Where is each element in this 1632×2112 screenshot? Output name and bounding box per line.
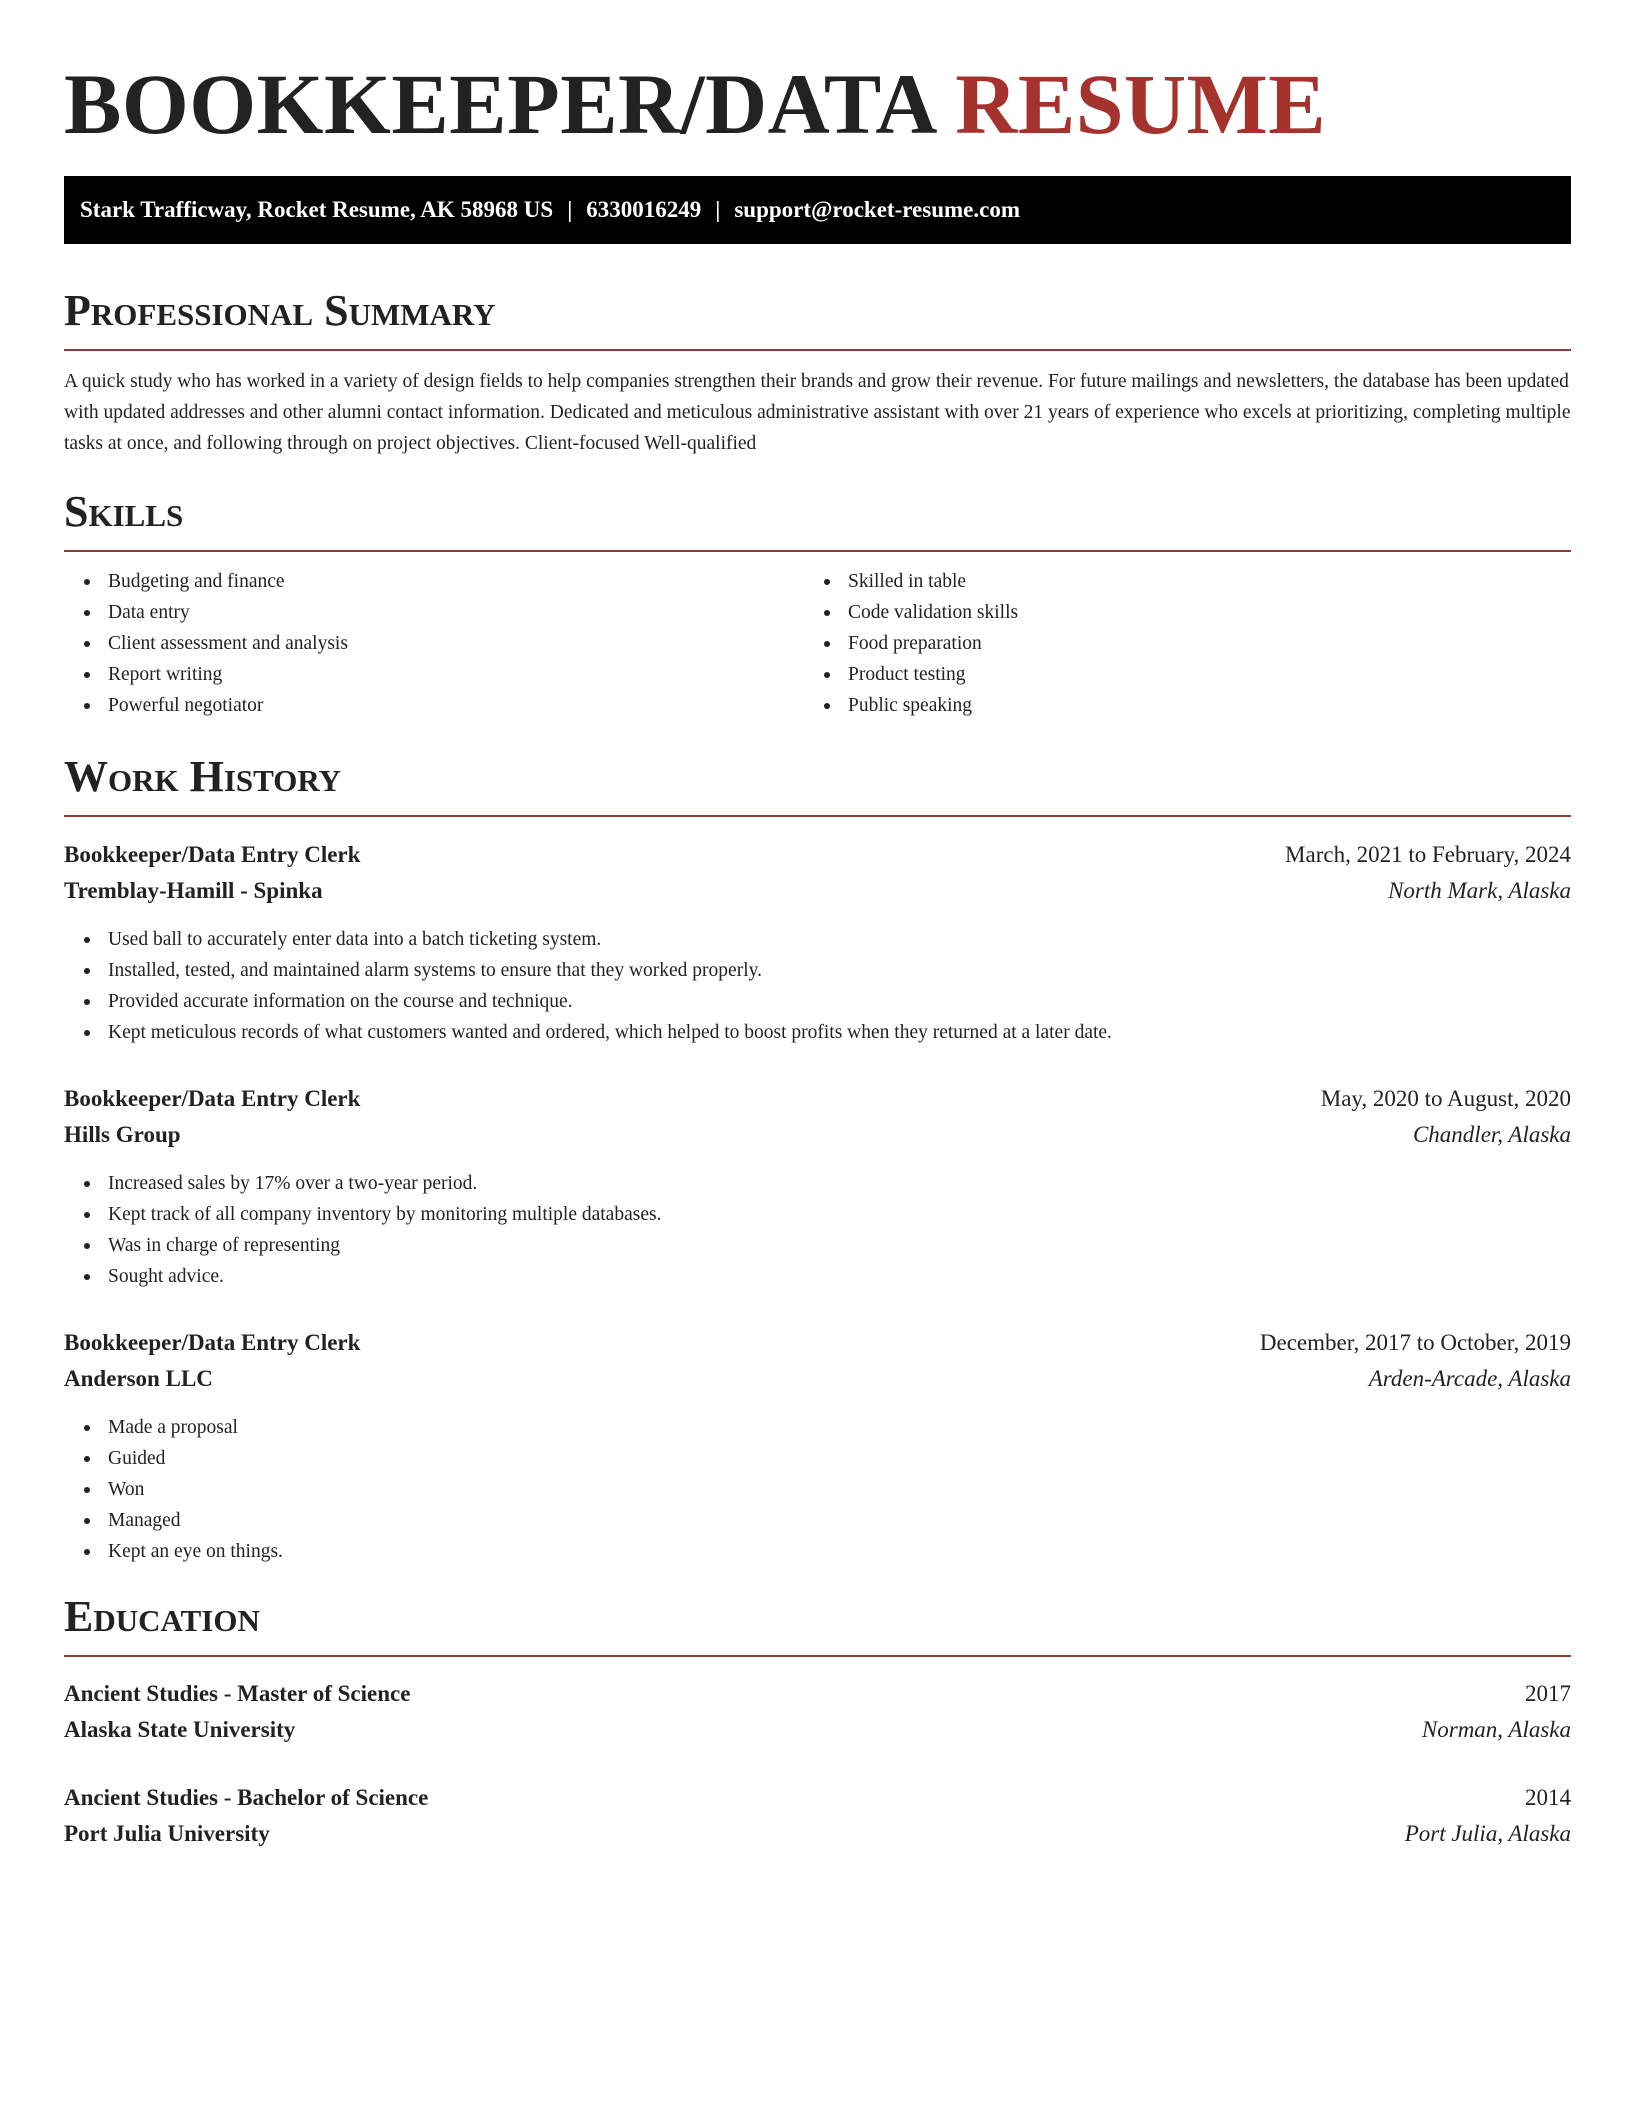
- skill-item: Product testing: [804, 659, 1544, 690]
- education-location: Port Julia, Alaska: [1404, 1821, 1571, 1846]
- job-title: Bookkeeper/Data Entry Clerk: [64, 1086, 361, 1111]
- education-school-row: [64, 1712, 1571, 1748]
- job-bullet: Kept track of all company inventory by monitoring multiple databases.: [64, 1199, 1571, 1230]
- job-title-row: [64, 1081, 1571, 1117]
- job-location: Arden-Arcade, Alaska: [1368, 1366, 1571, 1391]
- job-bullets: [64, 1412, 1571, 1567]
- job-dates: March, 2021 to February, 2024: [1285, 842, 1571, 867]
- education-school-row: [64, 1816, 1571, 1852]
- job-company: Hills Group: [64, 1122, 181, 1147]
- education-heading: Education: [64, 1589, 1571, 1657]
- contact-separator: |: [715, 197, 721, 222]
- skill-item: Skilled in table: [804, 566, 1544, 597]
- contact-email: support@rocket-resume.com: [734, 197, 1020, 222]
- job-bullet: Increased sales by 17% over a two-year period.: [64, 1168, 1571, 1199]
- job-bullet: Sought advice.: [64, 1261, 1571, 1292]
- job-bullet: Kept an eye on things.: [64, 1536, 1571, 1567]
- resume-title: [64, 54, 1326, 154]
- job-bullets: [64, 1168, 1571, 1292]
- job-bullet: Managed: [64, 1505, 1571, 1536]
- title-accent: RESUME: [955, 56, 1327, 152]
- education-school: Alaska State University: [64, 1717, 296, 1742]
- job-location: North Mark, Alaska: [1388, 878, 1571, 903]
- job-title: Bookkeeper/Data Entry Clerk: [64, 842, 361, 867]
- job-bullet: Installed, tested, and maintained alarm systems to ensure that they worked properly.: [64, 955, 1571, 986]
- job-location: Chandler, Alaska: [1412, 1122, 1571, 1147]
- contact-address: Stark Trafficway, Rocket Resume, AK 58968 US: [80, 197, 554, 222]
- skills-right-list: [804, 566, 1544, 721]
- skills-left-column: [64, 566, 804, 721]
- education-degree-row: [64, 1780, 1571, 1816]
- job-bullet: Guided: [64, 1443, 1571, 1474]
- education-location: Norman, Alaska: [1421, 1717, 1571, 1742]
- job-bullet: Used ball to accurately enter data into a batch ticketing system.: [64, 924, 1571, 955]
- education-degree: Ancient Studies - Master of Science: [64, 1681, 411, 1706]
- contact-separator: |: [567, 197, 573, 222]
- job-bullet: Provided accurate information on the course and technique.: [64, 986, 1571, 1017]
- job-bullet: Made a proposal: [64, 1412, 1571, 1443]
- skills-right-column: [804, 566, 1544, 721]
- job-bullet: Was in charge of representing: [64, 1230, 1571, 1261]
- job-bullet: Kept meticulous records of what customers wanted and ordered, which helped to boost profits when they returned at a later date.: [64, 1017, 1571, 1048]
- education-degree-row: [64, 1676, 1571, 1712]
- job-title-row: [64, 837, 1571, 873]
- skill-item: Public speaking: [804, 690, 1544, 721]
- skill-item: Powerful negotiator: [64, 690, 804, 721]
- skill-item: Data entry: [64, 597, 804, 628]
- summary-text: A quick study who has worked in a variety of design fields to help companies strengthen their brands and grow their revenue. For future mailings and newsletters, the database has been updated with updated addresses and other alumni contact information. Dedicated and meticulous administrative assistant with over 21 years of experience who excels at prioritizing, completing multiple tasks at once, and following through on project objectives. Client-focused Well-qualified: [64, 371, 1571, 454]
- job-company-row: [64, 1117, 1571, 1153]
- job-company: Tremblay-Hamill - Spinka: [64, 878, 323, 903]
- education-school: Port Julia University: [64, 1821, 270, 1846]
- skill-item: Client assessment and analysis: [64, 628, 804, 659]
- job-dates: May, 2020 to August, 2020: [1320, 1086, 1571, 1111]
- work-heading: Work History: [64, 749, 1571, 817]
- job-company-row: [64, 1361, 1571, 1397]
- job-bullet: Won: [64, 1474, 1571, 1505]
- summary-heading: Professional Summary: [64, 283, 1571, 351]
- job-company: Anderson LLC: [64, 1366, 213, 1391]
- job-title-row: [64, 1325, 1571, 1361]
- skills-heading: Skills: [64, 484, 1571, 552]
- contact-bar: [64, 176, 1571, 244]
- skill-item: Budgeting and finance: [64, 566, 804, 597]
- title-main: BOOKKEEPER/DATA: [64, 56, 934, 152]
- skill-item: Code validation skills: [804, 597, 1544, 628]
- job-dates: December, 2017 to October, 2019: [1259, 1330, 1571, 1355]
- education-degree: Ancient Studies - Bachelor of Science: [64, 1785, 429, 1810]
- skill-item: Report writing: [64, 659, 804, 690]
- job-title: Bookkeeper/Data Entry Clerk: [64, 1330, 361, 1355]
- education-year: 2017: [1525, 1681, 1571, 1706]
- job-bullets: [64, 924, 1571, 1048]
- contact-phone: 6330016249: [586, 197, 702, 222]
- skill-item: Food preparation: [804, 628, 1544, 659]
- skills-left-list: [64, 566, 804, 721]
- job-company-row: [64, 873, 1571, 909]
- education-year: 2014: [1525, 1785, 1571, 1810]
